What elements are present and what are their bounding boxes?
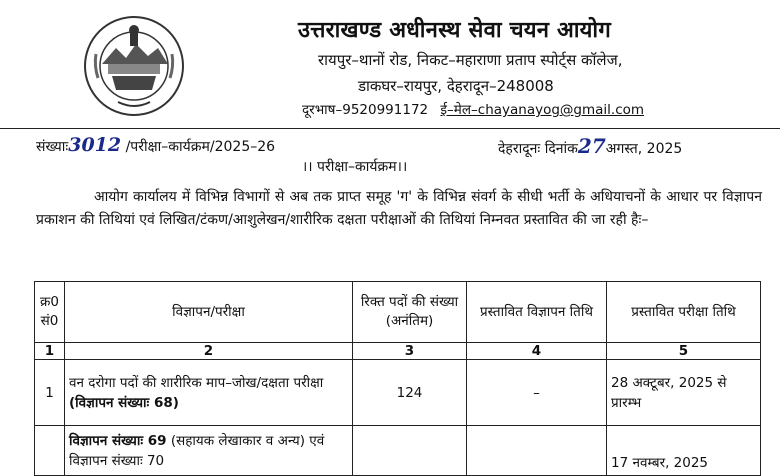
address-line-1: रायपुर–थानों रोड, निकट–महाराणा प्रताप स्पोर्ट्स कॉलेज, <box>318 51 623 69</box>
row-ad-date <box>467 426 607 476</box>
exam-schedule-table <box>34 281 761 476</box>
header-vacancies: रिक्त पदों की संख्या (अनंतिम) <box>353 282 467 343</box>
row-exam-text: वन दरोगा पदों की शारीरिक माप–जोख/दक्षता परीक्षा <box>69 374 324 391</box>
row-ad-date: – <box>467 360 607 426</box>
column-number: 1 <box>35 343 65 360</box>
date-prefix: देहरादूनः दिनांक <box>498 141 578 157</box>
address-line-2: डाकघर–रायपुर, देहरादून–248008 <box>358 77 554 95</box>
handwritten-ref-number: 3012 <box>68 134 122 156</box>
row-exam-bold: (विज्ञापन संख्याः 68) <box>69 394 179 411</box>
reference-number <box>36 134 275 156</box>
row-serial <box>35 426 65 476</box>
row-vacancies <box>353 426 467 476</box>
intro-paragraph-text: आयोग कार्यालय में विभिन्न विभागों से अब तक प्राप्त समूह 'ग' के विभिन्न संवर्ग के सीधी भर्ती के अधियाचनों के आधार पर विज्ञापन प्रकाशन की तिथियां एवं लिखित/टंकण/आशुलेखन/शारीरिक दक्षता परीक्षाओं की तिथियां निम्नवत प्रस्तावित की जा रही हैः– <box>36 189 762 228</box>
row-serial: 1 <box>35 360 65 426</box>
email-address: ई–मेल–chayanayog@gmail.com <box>440 102 645 118</box>
handwritten-day: 27 <box>577 134 606 158</box>
row-vacancies: 124 <box>353 360 467 426</box>
row-exam-date: 17 नवम्बर, 2025 <box>607 426 761 476</box>
header-divider <box>0 128 780 129</box>
row-exam-text: (सहायक लेखाकार व अन्य) एवं विज्ञापन संख्याः 70 <box>69 432 325 469</box>
phone-number: दूरभाष–9520991172 <box>302 102 429 118</box>
header-exam: विज्ञापन/परीक्षा <box>65 282 353 343</box>
table-row <box>35 360 761 426</box>
organization-title: उत्तराखण्ड अधीनस्थ सेवा चयन आयोग <box>298 18 611 43</box>
column-number: 3 <box>353 343 467 360</box>
state-emblem-logo <box>82 14 186 118</box>
document-date <box>498 134 682 158</box>
column-number-row <box>35 343 761 360</box>
row-exam-bold: विज्ञापन संख्याः 69 <box>69 432 167 449</box>
column-number: 4 <box>467 343 607 360</box>
header-exam-date: प्रस्तावित परीक्षा तिथि <box>607 282 761 343</box>
ref-suffix: /परीक्षा–कार्यक्रम/2025–26 <box>125 139 276 155</box>
column-number: 2 <box>65 343 353 360</box>
section-heading: ।। परीक्षा–कार्यक्रम।। <box>302 159 408 175</box>
ref-prefix: संख्याः <box>36 139 69 155</box>
date-suffix: अगस्त, 2025 <box>605 141 683 157</box>
row-exam-date: 28 अक्टूबर, 2025 से प्रारम्भ <box>607 360 761 426</box>
intro-paragraph <box>36 186 762 232</box>
row-exam <box>65 360 353 426</box>
column-number: 5 <box>607 343 761 360</box>
table-row <box>35 426 761 476</box>
table-header-row <box>35 282 761 343</box>
row-exam <box>65 426 353 476</box>
contact-line <box>302 100 644 118</box>
header-serial: क्र0 सं0 <box>35 282 65 343</box>
header-ad-date: प्रस्तावित विज्ञापन तिथि <box>467 282 607 343</box>
